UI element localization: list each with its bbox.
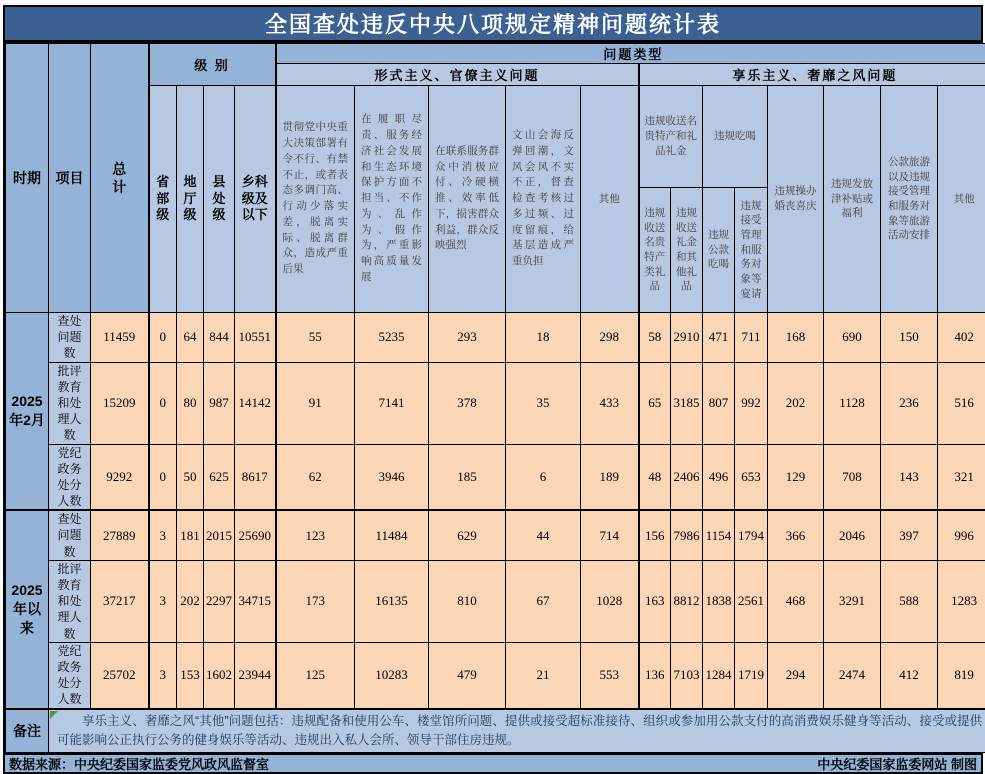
data-cell: 1283 bbox=[938, 560, 985, 642]
data-cell: 1154 bbox=[703, 510, 735, 560]
metric-label: 批评教育和处理人数 bbox=[49, 560, 91, 642]
col-header-total bbox=[91, 44, 149, 313]
data-cell: 34715 bbox=[235, 560, 276, 642]
col-header-public-funded-travel: 公款旅游以及违规接受管理和服务对象等旅游活动安排 bbox=[881, 86, 938, 313]
data-cell: 8617 bbox=[235, 444, 276, 510]
data-cell: 0 bbox=[149, 313, 177, 363]
data-cell: 3 bbox=[149, 560, 177, 642]
data-cell: 2406 bbox=[671, 444, 703, 510]
data-cell: 156 bbox=[639, 510, 671, 560]
data-cell: 153 bbox=[177, 642, 204, 708]
col-header-formalism-1: 贯彻党中央重大决策部署有令不行、有禁不止，或者表态多调门高、行动少落实差，脱离实际、脱离群众，造成严重后果 bbox=[276, 86, 355, 313]
statistics-table bbox=[5, 43, 985, 753]
data-cell: 690 bbox=[824, 313, 881, 363]
data-cell: 807 bbox=[703, 362, 735, 444]
data-cell: 80 bbox=[177, 362, 204, 444]
page-title: 全国查处违反中央八项规定精神问题统计表 bbox=[5, 7, 981, 43]
data-cell: 2474 bbox=[824, 642, 881, 708]
col-header-allowances: 违规发放津补贴或福利 bbox=[824, 86, 881, 313]
col-group-problem-type: 问题类型 bbox=[276, 44, 985, 64]
data-cell: 3291 bbox=[824, 560, 881, 642]
col-header-formalism-3: 在联系服务群众中消极应付、冷硬横推、效率低下，损害群众利益，群众反映强烈 bbox=[429, 86, 506, 313]
data-cell: 150 bbox=[881, 313, 938, 363]
data-cell: 58 bbox=[639, 313, 671, 363]
data-cell: 1719 bbox=[735, 642, 768, 708]
data-cell: 189 bbox=[581, 444, 639, 510]
data-cell: 810 bbox=[429, 560, 506, 642]
data-cell: 202 bbox=[768, 362, 824, 444]
data-cell: 2297 bbox=[204, 560, 235, 642]
data-cell: 27889 bbox=[91, 510, 149, 560]
data-cell: 1028 bbox=[581, 560, 639, 642]
period-label-since-2025: 2025年以来 bbox=[6, 510, 49, 708]
data-cell: 516 bbox=[938, 362, 985, 444]
remark-text: 享乐主义、奢靡之风“其他”问题包括：违规配备和使用公车、楼堂馆所问题、提供或接受超标准接待、组织或参加用公款支付的高消费娱乐健身等活动、接受或提供可能影响公正执行公务的健身娱乐等活动、违规出入私人会所、领导干部住房违规。 bbox=[49, 709, 985, 753]
data-cell: 62 bbox=[276, 444, 355, 510]
col-header-formalism-4: 文山会海反弹回潮，文风会风不实不正，督查检查考核过多过频、过度留痕，给基层造成严重负担 bbox=[506, 86, 581, 313]
data-cell: 37217 bbox=[91, 560, 149, 642]
data-cell: 412 bbox=[881, 642, 938, 708]
data-cell: 173 bbox=[276, 560, 355, 642]
data-cell: 366 bbox=[768, 510, 824, 560]
data-source-text: 数据来源：中央纪委国家监委党风政风监督室 bbox=[9, 754, 269, 773]
data-cell: 21 bbox=[506, 642, 581, 708]
data-cell: 471 bbox=[703, 313, 735, 363]
data-cell: 55 bbox=[276, 313, 355, 363]
data-cell: 1284 bbox=[703, 642, 735, 708]
col-group-gifts: 违规收送名贵特产和礼品礼金 bbox=[639, 86, 703, 188]
data-cell: 3185 bbox=[671, 362, 703, 444]
col-header-formalism-other: 其他 bbox=[581, 86, 639, 313]
data-cell: 629 bbox=[429, 510, 506, 560]
data-cell: 1838 bbox=[703, 560, 735, 642]
data-cell: 294 bbox=[768, 642, 824, 708]
col-header-gifts-cash: 违规收送礼金和其他礼品 bbox=[671, 188, 703, 313]
data-cell: 50 bbox=[177, 444, 204, 510]
col-header-total-text: 总计 bbox=[111, 160, 127, 196]
data-cell: 185 bbox=[429, 444, 506, 510]
col-header-level-prefecture: 地厅级 bbox=[177, 86, 204, 313]
data-cell: 16135 bbox=[355, 560, 429, 642]
metric-label: 查处问题数 bbox=[49, 313, 91, 363]
data-cell: 625 bbox=[204, 444, 235, 510]
data-cell: 653 bbox=[735, 444, 768, 510]
data-cell: 397 bbox=[881, 510, 938, 560]
statistics-sheet bbox=[3, 5, 983, 774]
data-cell: 65 bbox=[639, 362, 671, 444]
data-cell: 2015 bbox=[204, 510, 235, 560]
data-cell: 143 bbox=[881, 444, 938, 510]
col-header-formalism-2: 在履职尽责、服务经济社会发展和生态环境保护方面不担当、不作为、乱作为、假作为，严重影响高质量发展 bbox=[355, 86, 429, 313]
data-cell: 67 bbox=[506, 560, 581, 642]
data-cell: 11484 bbox=[355, 510, 429, 560]
data-cell: 48 bbox=[639, 444, 671, 510]
data-cell: 711 bbox=[735, 313, 768, 363]
data-cell: 5235 bbox=[355, 313, 429, 363]
data-cell: 163 bbox=[639, 560, 671, 642]
data-cell: 35 bbox=[506, 362, 581, 444]
data-cell: 496 bbox=[703, 444, 735, 510]
data-cell: 819 bbox=[938, 642, 985, 708]
data-cell: 7141 bbox=[355, 362, 429, 444]
data-cell: 10551 bbox=[235, 313, 276, 363]
data-cell: 987 bbox=[204, 362, 235, 444]
col-header-dining-banquets: 违规接受管理和服务对象等宴请 bbox=[735, 188, 768, 313]
col-group-hedonism: 享乐主义、奢靡之风问题 bbox=[639, 64, 985, 86]
data-cell: 125 bbox=[276, 642, 355, 708]
col-header-gifts-specialty: 违规收送名贵特产类礼品 bbox=[639, 188, 671, 313]
period-label-feb-2025: 2025年2月 bbox=[6, 313, 49, 511]
data-cell: 123 bbox=[276, 510, 355, 560]
data-cell: 2046 bbox=[824, 510, 881, 560]
col-group-level: 级 别 bbox=[149, 44, 276, 86]
col-header-weddings-funerals: 违规操办婚丧喜庆 bbox=[768, 86, 824, 313]
metric-label: 党纪政务处分人数 bbox=[49, 444, 91, 510]
col-header-item: 项目 bbox=[49, 44, 91, 313]
col-header-level-province: 省部级 bbox=[149, 86, 177, 313]
data-cell: 168 bbox=[768, 313, 824, 363]
data-cell: 479 bbox=[429, 642, 506, 708]
data-cell: 23944 bbox=[235, 642, 276, 708]
data-cell: 3946 bbox=[355, 444, 429, 510]
data-cell: 468 bbox=[768, 560, 824, 642]
data-cell: 25702 bbox=[91, 642, 149, 708]
data-cell: 3 bbox=[149, 642, 177, 708]
data-cell: 3 bbox=[149, 510, 177, 560]
data-cell: 996 bbox=[938, 510, 985, 560]
data-cell: 202 bbox=[177, 560, 204, 642]
col-group-dining: 违规吃喝 bbox=[703, 86, 768, 188]
col-group-formalism: 形式主义、官僚主义问题 bbox=[276, 64, 639, 86]
metric-label: 查处问题数 bbox=[49, 510, 91, 560]
col-header-dining-public-funds: 违规公款吃喝 bbox=[703, 188, 735, 313]
data-cell: 0 bbox=[149, 362, 177, 444]
data-cell: 8812 bbox=[671, 560, 703, 642]
data-cell: 1602 bbox=[204, 642, 235, 708]
data-cell: 0 bbox=[149, 444, 177, 510]
data-cell: 44 bbox=[506, 510, 581, 560]
data-cell: 321 bbox=[938, 444, 985, 510]
data-cell: 714 bbox=[581, 510, 639, 560]
footer-bar bbox=[5, 753, 981, 772]
data-cell: 298 bbox=[581, 313, 639, 363]
data-cell: 553 bbox=[581, 642, 639, 708]
col-header-level-township: 乡科级及以下 bbox=[235, 86, 276, 313]
data-cell: 236 bbox=[881, 362, 938, 444]
data-cell: 708 bbox=[824, 444, 881, 510]
data-cell: 25690 bbox=[235, 510, 276, 560]
data-cell: 64 bbox=[177, 313, 204, 363]
data-cell: 402 bbox=[938, 313, 985, 363]
data-cell: 6 bbox=[506, 444, 581, 510]
data-cell: 378 bbox=[429, 362, 506, 444]
metric-label: 批评教育和处理人数 bbox=[49, 362, 91, 444]
data-cell: 11459 bbox=[91, 313, 149, 363]
data-cell: 2561 bbox=[735, 560, 768, 642]
data-cell: 1794 bbox=[735, 510, 768, 560]
data-cell: 181 bbox=[177, 510, 204, 560]
data-cell: 7986 bbox=[671, 510, 703, 560]
metric-label: 党纪政务处分人数 bbox=[49, 642, 91, 708]
data-cell: 1128 bbox=[824, 362, 881, 444]
remark-label: 备注 bbox=[6, 709, 49, 753]
data-cell: 433 bbox=[581, 362, 639, 444]
data-cell: 129 bbox=[768, 444, 824, 510]
col-header-hedonism-other: 其他 bbox=[938, 86, 985, 313]
credit-text: 中央纪委国家监委网站 制图 bbox=[817, 754, 977, 773]
data-cell: 9292 bbox=[91, 444, 149, 510]
data-cell: 91 bbox=[276, 362, 355, 444]
data-cell: 10283 bbox=[355, 642, 429, 708]
data-cell: 992 bbox=[735, 362, 768, 444]
data-cell: 588 bbox=[881, 560, 938, 642]
data-cell: 136 bbox=[639, 642, 671, 708]
data-cell: 18 bbox=[506, 313, 581, 363]
col-header-level-county: 县处级 bbox=[204, 86, 235, 313]
data-cell: 293 bbox=[429, 313, 506, 363]
data-cell: 2910 bbox=[671, 313, 703, 363]
col-header-period: 时期 bbox=[6, 44, 49, 313]
data-cell: 844 bbox=[204, 313, 235, 363]
data-cell: 7103 bbox=[671, 642, 703, 708]
data-cell: 15209 bbox=[91, 362, 149, 444]
data-cell: 14142 bbox=[235, 362, 276, 444]
